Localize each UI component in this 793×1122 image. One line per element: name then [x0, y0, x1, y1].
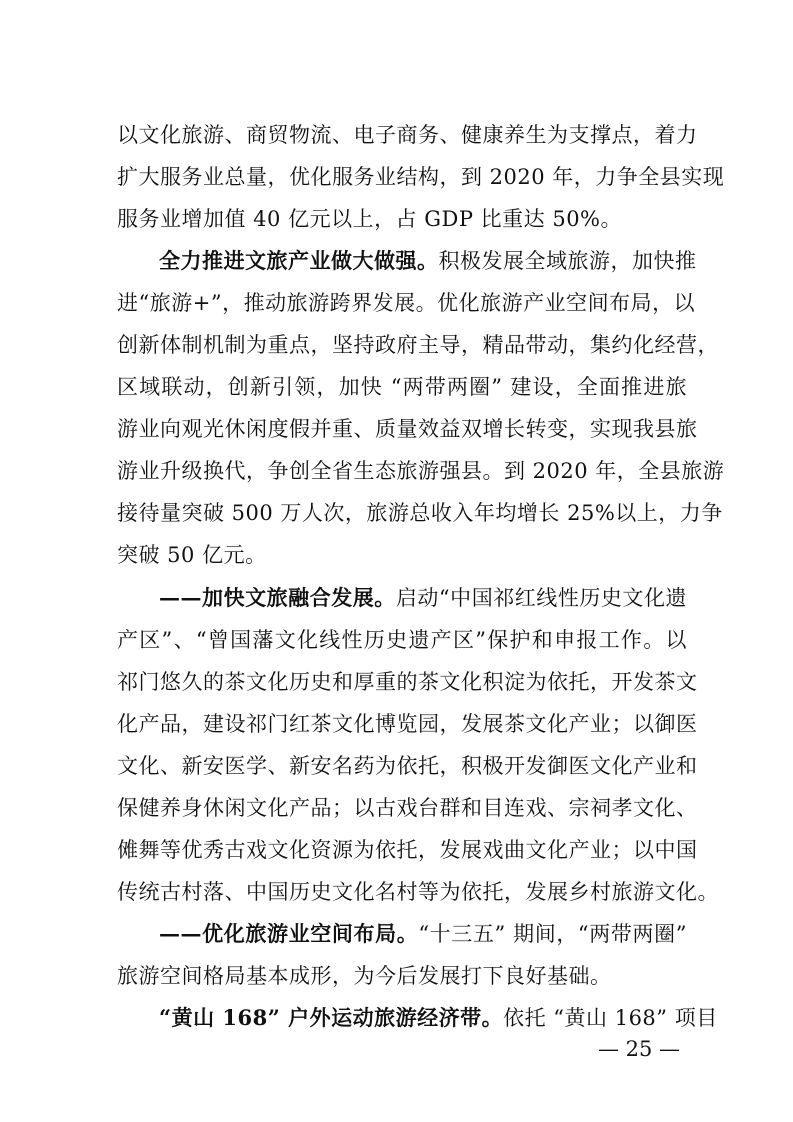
text-line: 游业向观光休闲度假并重、质量效益双增长转变，实现我县旅 — [117, 417, 698, 441]
section-heading: ——加快文旅融合发展。 — [159, 585, 396, 610]
text-span: 启动“中国祁红线性历史文化遗 — [395, 586, 687, 610]
text-span: “十三五” 期间，“两带两圈” — [418, 922, 688, 946]
text-span: 依托 “黄山 168” 项目 — [503, 1006, 718, 1030]
section-heading: ——优化旅游业空间布局。 — [159, 921, 419, 946]
page-number: — 25 — — [597, 1037, 681, 1061]
text-line: 产区”、“曾国藩文化线性历史遗产区”保护和申报工作。以 — [117, 628, 687, 652]
text-line: 传统古村落、中国历史文化名村等为依托，发展乡村旅游文化。 — [117, 880, 719, 904]
text-line: 突破 50 亿元。 — [117, 543, 267, 567]
text-line: 文化、新安医学、新安名药为依托，积极开发御医文化产业和 — [117, 754, 698, 778]
section-heading: “黄山 168” 户外运动旅游经济带。 — [159, 1005, 504, 1030]
text-line: 游业升级换代，争创全省生态旅游强县。到 2020 年，全县旅游 — [117, 459, 725, 483]
text-line: 旅游空间格局基本成形，为今后发展打下良好基础。 — [117, 964, 612, 988]
text-line: 化产品，建设祁门红茶文化博览园，发展茶文化产业；以御医 — [117, 712, 698, 736]
text-line: 扩大服务业总量，优化服务业结构，到 2020 年，力争全县实现 — [117, 165, 725, 189]
text-span: 积极发展全域旅游，加快推 — [438, 249, 697, 273]
text-line: 创新体制机制为重点，坚持政府主导，精品带动，集约化经营， — [117, 333, 719, 357]
text-line: 保健养身休闲文化产品；以古戏台群和目连戏、宗祠孝文化、 — [117, 796, 698, 820]
text-line: 服务业增加值 40 亿元以上，占 GDP 比重达 50%。 — [117, 207, 623, 231]
paragraph-first-line — [159, 581, 687, 615]
section-heading: 全力推进文旅产业做大做强。 — [159, 248, 439, 273]
paragraph-first-line — [159, 917, 687, 951]
text-line: 以文化旅游、商贸物流、电子商务、健康养生为支撑点，着力 — [117, 123, 698, 147]
text-line: 傩舞等优秀古戏文化资源为依托，发展戏曲文化产业；以中国 — [117, 838, 698, 862]
paragraph-first-line — [159, 244, 697, 278]
text-line: 接待量突破 500 万人次，旅游总收入年均增长 25%以上，力争 — [117, 501, 723, 525]
text-line: 区域联动，创新引领，加快 “两带两圈” 建设，全面推进旅 — [117, 375, 687, 399]
paragraph-first-line — [159, 1001, 718, 1035]
text-line: 祁门悠久的茶文化历史和厚重的茶文化积淀为依托，开发茶文 — [117, 670, 698, 694]
text-line: 进“旅游+”，推动旅游跨界发展。优化旅游产业空间布局，以 — [117, 291, 696, 315]
